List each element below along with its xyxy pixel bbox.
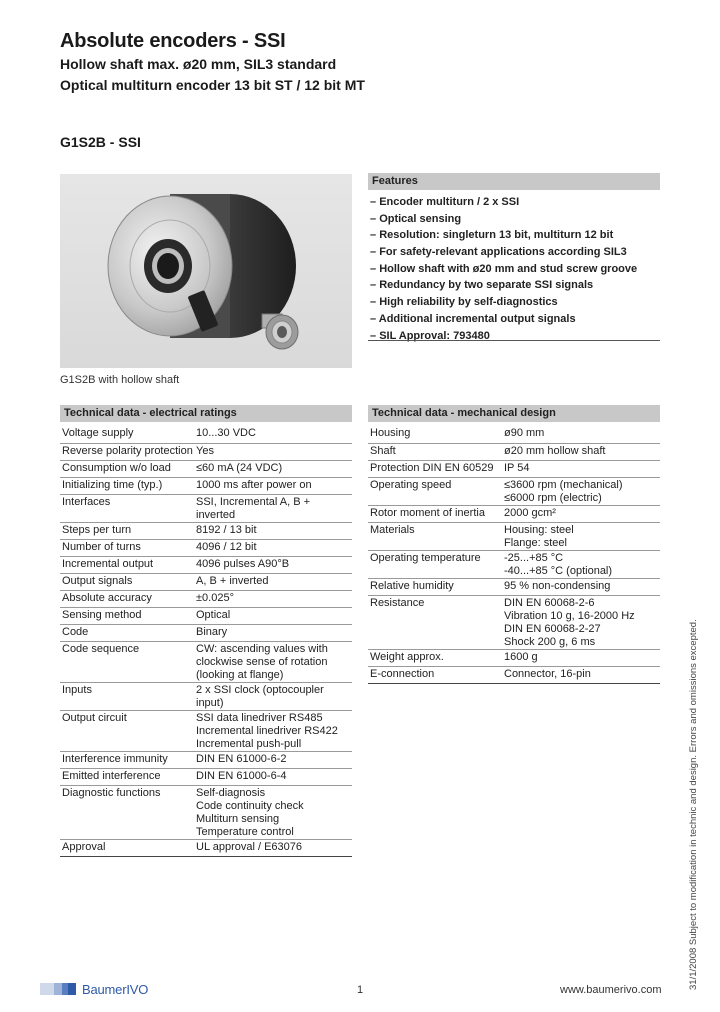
spec-label: E-connection: [368, 666, 502, 683]
spec-row: [60, 460, 352, 477]
spec-row: [368, 666, 660, 683]
spec-row: [60, 768, 352, 785]
spec-value: ±0.025°: [194, 590, 352, 607]
spec-value: -25...+85 °C -40...+85 °C (optional): [502, 550, 660, 578]
spec-value: Housing: steel Flange: steel: [502, 522, 660, 550]
spec-label: Shaft: [368, 443, 502, 460]
electrical-table: [60, 426, 352, 857]
spec-label: Initializing time (typ.): [60, 477, 194, 494]
spec-label: Number of turns: [60, 539, 194, 556]
spec-label: Steps per turn: [60, 522, 194, 539]
spec-row: [60, 839, 352, 856]
spec-row: [60, 607, 352, 624]
spec-label: Code: [60, 624, 194, 641]
spec-value: 2 x SSI clock (optocoupler input): [194, 682, 352, 710]
spec-row: [368, 595, 660, 649]
spec-row: [60, 426, 352, 443]
spec-row: [60, 710, 352, 751]
spec-label: Reverse polarity protection: [60, 443, 194, 460]
spec-value: SSI data linedriver RS485 Incremental linedriver RS422 Incremental push-pull: [194, 710, 352, 751]
spec-row: [60, 590, 352, 607]
spec-value: Binary: [194, 624, 352, 641]
feature-item: – SIL Approval: 793480: [368, 328, 660, 345]
brand-name: BaumerIVO: [82, 981, 149, 997]
spec-value: 2000 gcm²: [502, 505, 660, 522]
spec-value: ≤60 mA (24 VDC): [194, 460, 352, 477]
spec-value: 10...30 VDC: [194, 426, 352, 443]
spec-row: [60, 682, 352, 710]
spec-label: Protection DIN EN 60529: [368, 460, 502, 477]
spec-row: [368, 578, 660, 595]
spec-row: [60, 522, 352, 539]
side-disclaimer: 31/1/2008 Subject to modification in technic and design. Errors and omissions excepted.: [688, 619, 699, 990]
mechanical-heading: Technical data - mechanical design: [368, 405, 660, 422]
subtitle-encoder: Optical multiturn encoder 13 bit ST / 12 bit MT: [60, 77, 365, 93]
spec-label: Materials: [368, 522, 502, 550]
website-link[interactable]: www.baumerivo.com: [560, 984, 662, 996]
spec-value: ≤3600 rpm (mechanical) ≤6000 rpm (electric): [502, 477, 660, 505]
spec-label: Incremental output: [60, 556, 194, 573]
spec-label: Diagnostic functions: [60, 785, 194, 839]
spec-label: Resistance: [368, 595, 502, 649]
spec-value: 4096 pulses A90°B: [194, 556, 352, 573]
spec-row: [368, 522, 660, 550]
spec-row: [368, 460, 660, 477]
spec-value: A, B + inverted: [194, 573, 352, 590]
spec-value: 1000 ms after power on: [194, 477, 352, 494]
spec-label: Interference immunity: [60, 751, 194, 768]
feature-item: – Encoder multiturn / 2 x SSI: [368, 194, 660, 211]
spec-label: Operating speed: [368, 477, 502, 505]
spec-row: [60, 494, 352, 522]
spec-value: 4096 / 12 bit: [194, 539, 352, 556]
features-list: [368, 194, 660, 344]
spec-label: Weight approx.: [368, 649, 502, 666]
model-name: G1S2B - SSI: [60, 134, 141, 150]
spec-value: DIN EN 60068-2-6 Vibration 10 g, 16-2000 Hz DIN EN 60068-2-27 Shock 200 g, 6 ms: [502, 595, 660, 649]
spec-value: CW: ascending values with clockwise sense of rotation (looking at flange): [194, 641, 352, 682]
spec-value: ø90 mm: [502, 426, 660, 443]
feature-item: – High reliability by self-diagnostics: [368, 294, 660, 311]
spec-label: Housing: [368, 426, 502, 443]
spec-label: Code sequence: [60, 641, 194, 682]
spec-row: [368, 477, 660, 505]
spec-value: 8192 / 13 bit: [194, 522, 352, 539]
page-title: Absolute encoders - SSI: [60, 30, 286, 52]
feature-item: – Resolution: singleturn 13 bit, multiturn 12 bit: [368, 227, 660, 244]
spec-value: IP 54: [502, 460, 660, 477]
spec-value: Connector, 16-pin: [502, 666, 660, 683]
encoder-illustration: [60, 174, 352, 368]
spec-row: [60, 785, 352, 839]
electrical-heading: Technical data - electrical ratings: [60, 405, 352, 422]
feature-item: – Optical sensing: [368, 211, 660, 228]
logo-bars-icon: [40, 983, 76, 995]
mechanical-table: [368, 426, 660, 684]
spec-row: [368, 649, 660, 666]
spec-row: [60, 624, 352, 641]
spec-row: [60, 573, 352, 590]
feature-item: – Additional incremental output signals: [368, 311, 660, 328]
spec-row: [368, 426, 660, 443]
spec-value: Yes: [194, 443, 352, 460]
features-heading: Features: [368, 173, 660, 190]
spec-row: [368, 505, 660, 522]
spec-label: Sensing method: [60, 607, 194, 624]
spec-value: 1600 g: [502, 649, 660, 666]
spec-label: Interfaces: [60, 494, 194, 522]
page-number: 1: [357, 984, 364, 996]
feature-item: – Hollow shaft with ø20 mm and stud screw groove: [368, 261, 660, 278]
spec-label: Inputs: [60, 682, 194, 710]
spec-value: SSI, Incremental A, B + inverted: [194, 494, 352, 522]
spec-value: DIN EN 61000-6-2: [194, 751, 352, 768]
spec-label: Voltage supply: [60, 426, 194, 443]
feature-item: – For safety-relevant applications according SIL3: [368, 244, 660, 261]
spec-label: Approval: [60, 839, 194, 856]
spec-row: [60, 641, 352, 682]
features-divider: [368, 340, 660, 341]
spec-label: Emitted interference: [60, 768, 194, 785]
spec-row: [368, 550, 660, 578]
spec-row: [60, 751, 352, 768]
spec-label: Output circuit: [60, 710, 194, 751]
subtitle-shaft: Hollow shaft max. ø20 mm, SIL3 standard: [60, 56, 337, 72]
spec-row: [60, 556, 352, 573]
spec-value: ø20 mm hollow shaft: [502, 443, 660, 460]
spec-value: Optical: [194, 607, 352, 624]
spec-label: Output signals: [60, 573, 194, 590]
spec-row: [60, 539, 352, 556]
footer-logo: [40, 981, 148, 997]
product-photo: [60, 174, 352, 368]
spec-value: DIN EN 61000-6-4: [194, 768, 352, 785]
spec-value: UL approval / E63076: [194, 839, 352, 856]
spec-label: Relative humidity: [368, 578, 502, 595]
spec-label: Operating temperature: [368, 550, 502, 578]
spec-row: [60, 477, 352, 494]
spec-value: 95 % non-condensing: [502, 578, 660, 595]
spec-label: Absolute accuracy: [60, 590, 194, 607]
spec-value: Self-diagnosis Code continuity check Multiturn sensing Temperature control: [194, 785, 352, 839]
spec-label: Consumption w/o load: [60, 460, 194, 477]
spec-label: Rotor moment of inertia: [368, 505, 502, 522]
spec-row: [368, 443, 660, 460]
feature-item: – Redundancy by two separate SSI signals: [368, 277, 660, 294]
spec-row: [60, 443, 352, 460]
image-caption: G1S2B with hollow shaft: [60, 374, 180, 386]
